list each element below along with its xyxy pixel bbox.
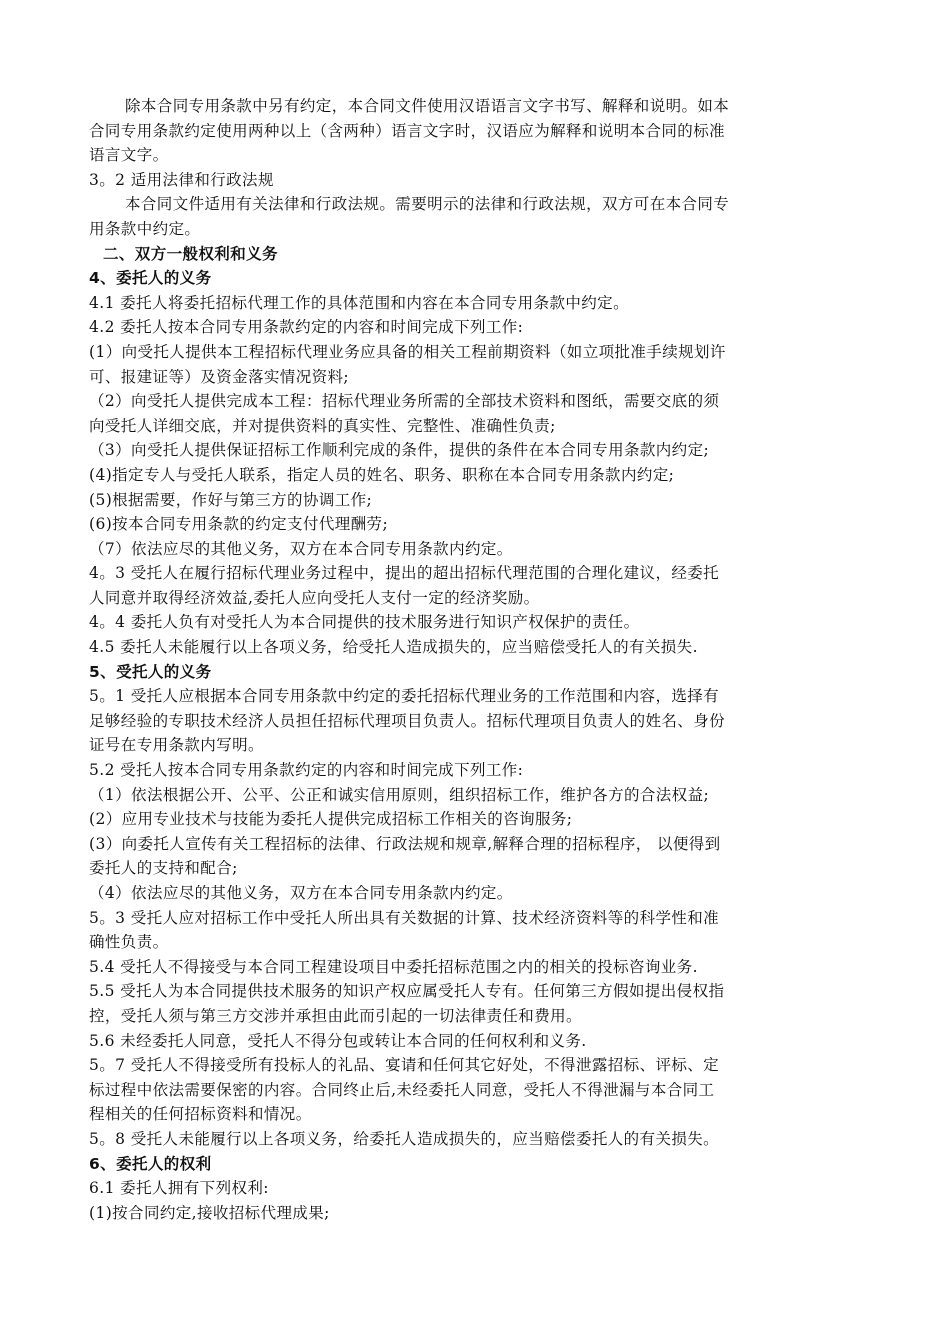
- text-line: 5。7 受托人不得接受所有投标人的礼品、宴请和任何其它好处，不得泄露招标、评标、定: [89, 1056, 720, 1075]
- text-line: 5.5 受托人为本合同提供技术服务的知识产权应属受托人专有。任何第三方假如提出侵权指: [89, 982, 725, 1001]
- text-line: (1）向受托人提供本工程招标代理业务应具备的相关工程前期资料（如立项批准手续规划许: [89, 342, 726, 361]
- section-heading: 6、委托人的权利: [89, 1154, 212, 1173]
- text-line: 除本合同专用条款中另有约定，本合同文件使用汉语语言文字书写、解释和说明。如本: [125, 97, 730, 115]
- text-line: 足够经验的专职技术经济人员担任招标代理项目负责人。招标代理项目负责人的姓名、身份: [89, 711, 726, 730]
- text-line: （4）依法应尽的其他义务，双方在本合同专用条款内约定。: [89, 884, 513, 902]
- text-line: 证号在专用条款内写明。: [89, 736, 264, 755]
- text-line: 3。2 适用法律和行政法规: [89, 170, 274, 189]
- text-line: 委托人的支持和配合;: [89, 859, 238, 878]
- text-line: 向受托人详细交底，并对提供资料的真实性、完整性、准确性负责;: [89, 416, 556, 435]
- text-line: 4。3 受托人在履行招标代理业务过程中，提出的超出招标代理范围的合理化建议，经委托: [89, 564, 720, 583]
- text-line: (5)根据需要，作好与第三方的协调工作;: [89, 490, 373, 509]
- text-line: (3）向委托人宣传有关工程招标的法律、行政法规和规章,解释合理的招标程序， 以便得到: [89, 834, 721, 853]
- text-line: 5.2 受托人按本合同专用条款约定的内容和时间完成下列工作:: [89, 761, 524, 780]
- section-heading: 5、受托人的义务: [89, 662, 212, 681]
- text-line: 合同专用条款约定使用两种以上（含两种）语言文字时，汉语应为解释和说明本合同的标准: [89, 121, 726, 140]
- text-line: (4)指定专人与受托人联系，指定人员的姓名、职务、职称在本合同专用条款内约定;: [89, 465, 675, 484]
- text-line: 5。3 受托人应对招标工作中受托人所出具有关数据的计算、技术经济资料等的科学性和准: [89, 908, 720, 927]
- text-line: 5.4 受托人不得接受与本合同工程建设项目中委托招标范围之内的相关的投标咨询业务.: [89, 957, 698, 976]
- text-line: 标过程中依法需要保密的内容。合同终止后,未经委托人同意，受托人不得泄漏与本合同工: [89, 1080, 715, 1099]
- text-line: 确性负责。: [89, 933, 169, 952]
- contract-text-body: [89, 94, 861, 1225]
- text-line: 程相关的任何招标资料和情况。: [89, 1105, 312, 1124]
- text-line: (6)按本合同专用条款的约定支付代理酬劳;: [89, 515, 389, 534]
- text-line: 4.1 委托人将委托招标代理工作的具体范围和内容在本合同专用条款中约定。: [89, 293, 629, 312]
- text-line: 6.1 委托人拥有下列权利:: [89, 1179, 269, 1198]
- text-line: 4.5 委托人未能履行以上各项义务，给受托人造成损失的，应当赔偿受托人的有关损失.: [89, 638, 698, 657]
- text-line: （2）向受托人提供完成本工程：招标代理业务所需的全部技术资料和图纸，需要交底的须: [89, 392, 720, 411]
- text-line: 控，受托人须与第三方交涉并承担由此而引起的一切法律责任和费用。: [89, 1006, 582, 1025]
- text-line: （7）依法应尽的其他义务，双方在本合同专用条款内约定。: [89, 539, 513, 558]
- text-line: 5。1 受托人应根据本合同专用条款中约定的委托招标代理业务的工作范围和内容，选择有: [89, 687, 720, 706]
- text-line: 人同意并取得经济效益,委托人应向受托人支付一定的经济奖励。: [89, 588, 540, 607]
- text-line: 用条款中约定。: [89, 219, 201, 238]
- section-heading: 4、委托人的义务: [89, 269, 212, 288]
- text-line: (1)按合同约定,接收招标代理成果;: [89, 1203, 330, 1222]
- text-line: 5.6 未经委托人同意，受托人不得分包或转让本合同的任何权利和义务.: [89, 1031, 587, 1050]
- text-line: (2）应用专业技术与技能为委托人提供完成招标工作相关的咨询服务;: [89, 810, 573, 829]
- section-heading: 二、双方一般权利和义务: [103, 244, 278, 263]
- text-line: 4。4 委托人负有对受托人为本合同提供的技术服务进行知识产权保护的责任。: [89, 613, 640, 632]
- text-line: （3）向受托人提供保证招标工作顺利完成的条件，提供的条件在本合同专用条款内约定;: [89, 441, 710, 460]
- text-line: 本合同文件适用有关法律和行政法规。需要明示的法律和行政法规，双方可在本合同专: [125, 195, 730, 214]
- text-line: 4.2 委托人按本合同专用条款约定的内容和时间完成下列工作:: [89, 318, 524, 337]
- text-line: （1）依法根据公开、公平、公正和诚实信用原则，组织招标工作，维护各方的合法权益;: [89, 785, 710, 804]
- text-line: 5。8 受托人未能履行以上各项义务，给委托人造成损失的，应当赔偿委托人的有关损失。: [89, 1129, 720, 1148]
- text-line: 可、报建证等）及资金落实情况资料;: [89, 367, 350, 386]
- text-line: 语言文字。: [89, 146, 169, 165]
